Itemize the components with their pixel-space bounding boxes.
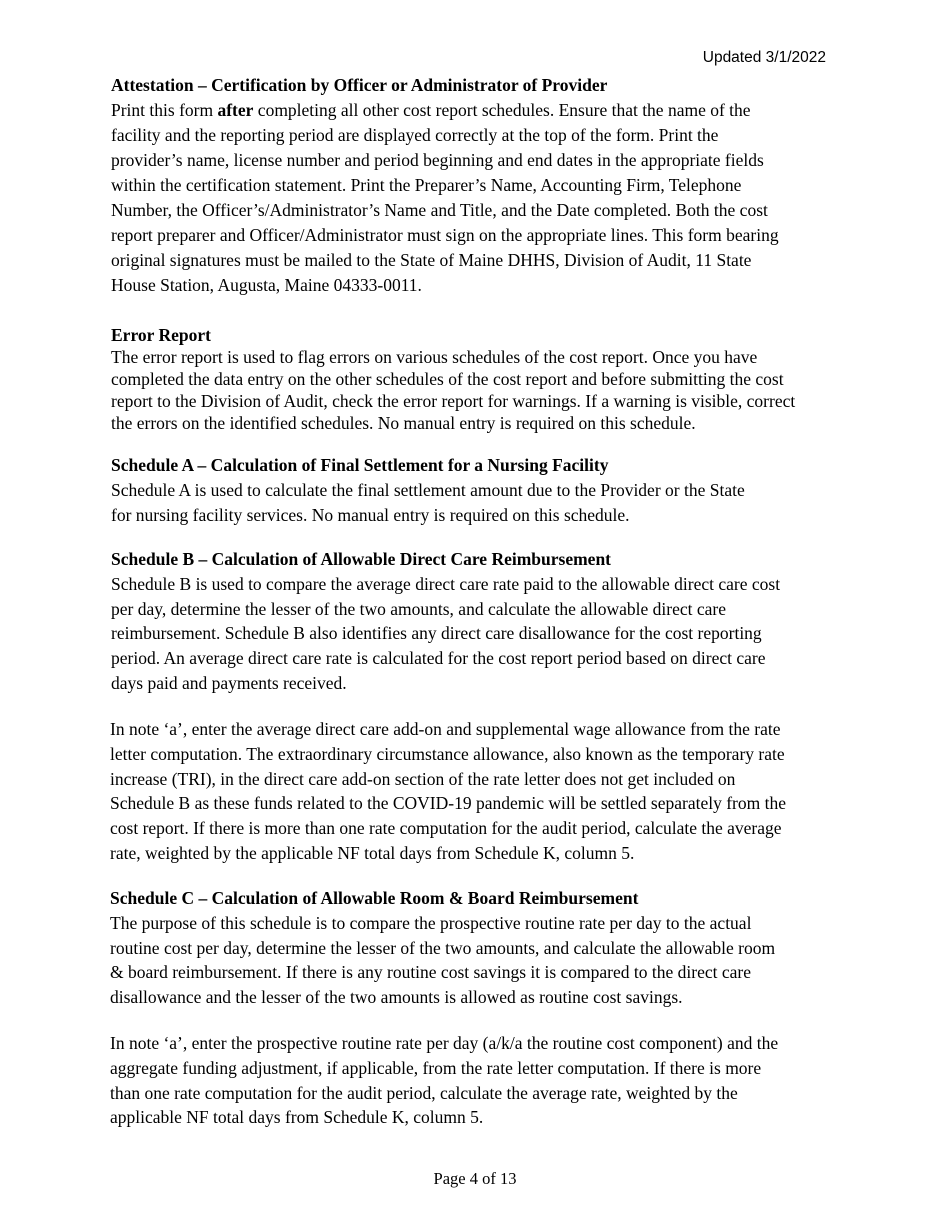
attestation-line-1-pre: Print this form (111, 100, 218, 120)
schedule-b-note-line: rate, weighted by the applicable NF total days from Schedule K, column 5. (110, 842, 635, 863)
page-number: Page 4 of 13 (433, 1169, 517, 1188)
attestation-section (111, 73, 779, 298)
attestation-line: report preparer and Officer/Administrator must sign on the appropriate lines. This form bearing (111, 225, 779, 245)
attestation-line-1 (111, 98, 779, 123)
attestation-line: Number, the Officer’s/Administrator’s Name and Title, and the Date completed. Both the cost (111, 200, 768, 220)
schedule-c-note-line: In note ‘a’, enter the prospective routine rate per day (a/k/a the routine cost component) and the (110, 1033, 779, 1053)
schedule-a-section (111, 453, 745, 527)
schedule-b-line: days paid and payments received. (111, 672, 347, 693)
error-report-line: completed the data entry on the other schedules of the cost report and before submitting the cost (111, 369, 784, 389)
attestation-line: original signatures must be mailed to the State of Maine DHHS, Division of Audit, 11 State (111, 250, 752, 270)
error-report-line: report to the Division of Audit, check the error report for warnings. If a warning is visible, correct (111, 391, 796, 411)
schedule-c-line: The purpose of this schedule is to compare the prospective routine rate per day to the actual (110, 912, 752, 933)
attestation-line: provider’s name, license number and period beginning and end dates in the appropriate fields (111, 150, 764, 170)
attestation-line: within the certification statement. Print the Preparer’s Name, Accounting Firm, Telephone (111, 175, 742, 195)
schedule-b-section (111, 547, 780, 696)
schedule-c-section (110, 886, 775, 1010)
schedule-c-heading: Schedule C – Calculation of Allowable Room & Board Reimbursement (110, 888, 639, 908)
schedule-c-note-line: applicable NF total days from Schedule K, column 5. (110, 1107, 484, 1128)
schedule-c-note (110, 1031, 778, 1130)
attestation-line-1-post: completing all other cost report schedules. Ensure that the name of the (253, 100, 751, 120)
schedule-b-note (110, 717, 786, 866)
error-report-section (111, 324, 795, 434)
schedule-b-heading: Schedule B – Calculation of Allowable Direct Care Reimbursement (111, 549, 612, 569)
attestation-line: House Station, Augusta, Maine 04333-0011. (111, 275, 422, 295)
schedule-b-note-line: increase (TRI), in the direct care add-on section of the rate letter does not get included on (110, 768, 736, 789)
schedule-a-heading: Schedule A – Calculation of Final Settlement for a Nursing Facility (111, 455, 609, 475)
schedule-a-line: for nursing facility services. No manual entry is required on this schedule. (111, 504, 630, 525)
schedule-c-line: routine cost per day, determine the lesser of the two amounts, and calculate the allowable room (110, 937, 776, 958)
schedule-c-note-line: aggregate funding adjustment, if applicable, from the rate letter computation. If there is more (110, 1057, 762, 1078)
schedule-b-line: per day, determine the lesser of the two amounts, and calculate the allowable direct care (111, 598, 726, 619)
schedule-c-line: & board reimbursement. If there is any routine cost savings it is compared to the direct care (110, 962, 751, 983)
schedule-c-note-line: than one rate computation for the audit period, calculate the average rate, weighted by the (110, 1082, 738, 1103)
attestation-line-1-bold: after (217, 100, 254, 120)
error-report-line: the errors on the identified schedules. No manual entry is required on this schedule. (111, 413, 696, 433)
schedule-b-note-line: In note ‘a’, enter the average direct care add-on and supplemental wage allowance from the rate (110, 719, 781, 739)
error-report-line: The error report is used to flag errors on various schedules of the cost report. Once you have (111, 347, 758, 367)
schedule-b-note-line: letter computation. The extraordinary circumstance allowance, also known as the temporary rate (110, 743, 785, 764)
attestation-line: facility and the reporting period are displayed correctly at the top of the form. Print the (111, 125, 719, 145)
attestation-heading: Attestation – Certification by Officer or Administrator of Provider (111, 75, 608, 95)
schedule-b-note-line: cost report. If there is more than one rate computation for the audit period, calculate the average (110, 818, 782, 839)
schedule-b-line: period. An average direct care rate is calculated for the cost report period based on direct care (111, 648, 766, 669)
schedule-b-line: Schedule B is used to compare the average direct care rate paid to the allowable direct care cost (111, 573, 781, 594)
schedule-b-note-line: Schedule B as these funds related to the COVID-19 pandemic will be settled separately from the (110, 793, 786, 814)
schedule-b-line: reimbursement. Schedule B also identifies any direct care disallowance for the cost reporting (111, 623, 762, 644)
error-report-heading: Error Report (111, 325, 211, 345)
updated-date: Updated 3/1/2022 (702, 49, 826, 66)
schedule-a-line: Schedule A is used to calculate the final settlement amount due to the Provider or the State (111, 479, 745, 500)
schedule-c-line: disallowance and the lesser of the two amounts is allowed as routine cost savings. (110, 987, 683, 1008)
